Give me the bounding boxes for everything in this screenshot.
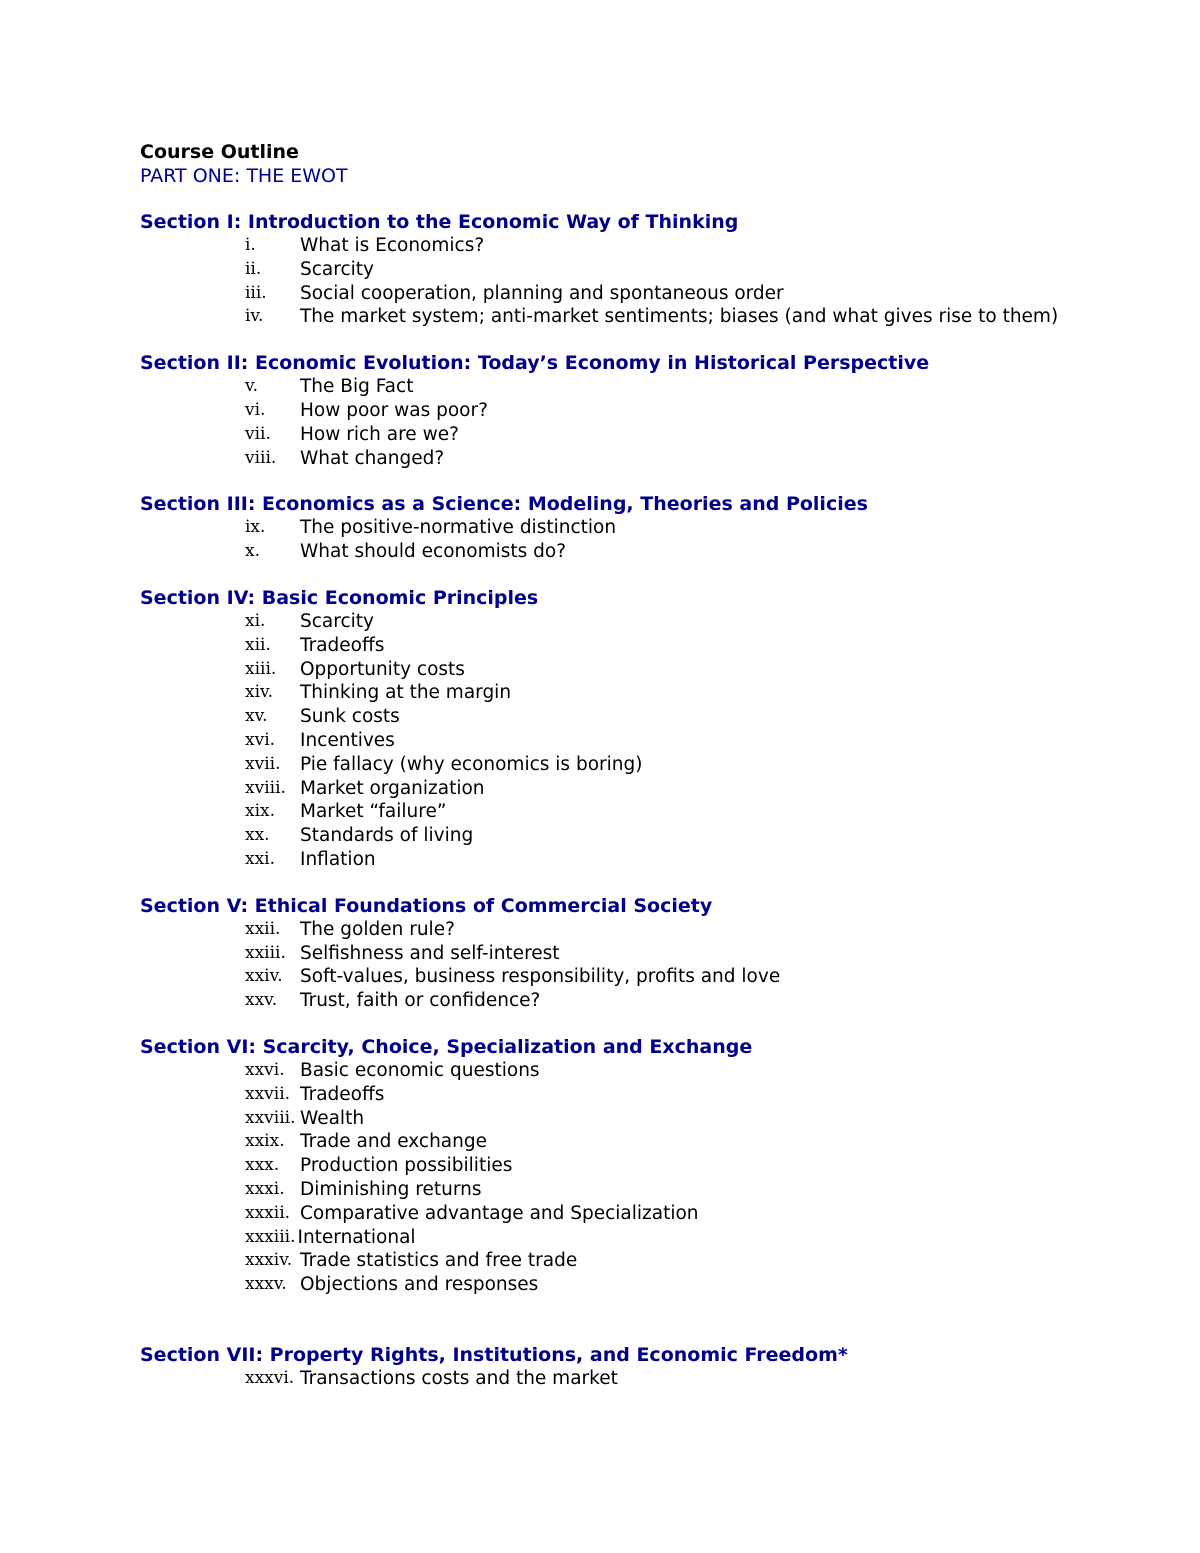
item-number: xviii. [245, 777, 286, 798]
item-text: Diminishing returns [300, 1178, 482, 1200]
item-text: Basic economic questions [300, 1059, 540, 1081]
item-text: Tradeoffs [300, 1083, 385, 1105]
item-text: Market organization [300, 777, 485, 799]
section-heading: Section V: Ethical Foundations of Commercial Society [140, 894, 713, 917]
list-item [140, 1107, 1100, 1131]
item-text: Standards of living [300, 825, 474, 847]
item-number: v. [245, 376, 258, 397]
item-number: xxvii. [245, 1083, 291, 1104]
list-item [140, 399, 1100, 423]
section-heading: Section VI: Scarcity, Choice, Specialization and Exchange [140, 1035, 753, 1058]
section-4 [140, 586, 1100, 872]
item-number: xxi. [245, 848, 276, 869]
document-title: Course Outline [140, 141, 299, 163]
list-item [140, 634, 1100, 658]
item-number: xii. [245, 634, 271, 655]
item-text: Incentives [300, 729, 395, 751]
list-item [140, 1154, 1100, 1178]
list-item [140, 447, 1100, 471]
list-item [140, 918, 1100, 942]
list-item [140, 1273, 1100, 1297]
item-text: Opportunity costs [300, 658, 465, 680]
item-text: Wealth [300, 1107, 365, 1129]
item-text: Trade and exchange [300, 1131, 487, 1153]
list-item [140, 1083, 1100, 1107]
item-number: x. [245, 541, 260, 562]
item-text: Market “failure” [300, 801, 447, 823]
item-number: xi. [245, 610, 266, 631]
list-item [140, 540, 1100, 564]
item-text: The Big Fact [300, 376, 414, 398]
list-item [140, 516, 1100, 540]
item-text: Objections and responses [300, 1274, 539, 1296]
section-3 [140, 492, 1100, 564]
item-number: xvii. [245, 753, 281, 774]
item-number: xxx. [245, 1155, 280, 1176]
list-item [140, 729, 1100, 753]
item-text: Soft-values, business responsibility, profits and love [300, 966, 781, 988]
list-item [140, 942, 1100, 966]
item-text: Selfishness and self-interest [300, 942, 560, 964]
list-item [140, 1178, 1100, 1202]
item-number: xxii. [245, 918, 281, 939]
list-item [140, 1249, 1100, 1273]
section-heading: Section III: Economics as a Science: Modeling, Theories and Policies [140, 493, 868, 516]
item-text: Scarcity [300, 258, 374, 280]
item-text: Trade statistics and free trade [300, 1250, 578, 1272]
list-item [140, 282, 1100, 306]
item-number: xiv. [245, 682, 274, 703]
item-text: Transactions costs and the market [300, 1367, 618, 1389]
list-item [140, 1059, 1100, 1083]
item-number: xxxi. [245, 1178, 285, 1199]
item-text: Sunk costs [300, 706, 400, 728]
item-number: ii. [245, 258, 262, 279]
item-number: vii. [245, 423, 271, 444]
item-text: Production possibilities [300, 1155, 513, 1177]
item-number: xxv. [245, 990, 278, 1011]
item-number: xix. [245, 801, 276, 822]
item-text: What is Economics? [300, 235, 485, 256]
item-text: What should economists do? [300, 541, 567, 563]
item-text: The positive-normative distinction [300, 517, 617, 539]
item-text: Scarcity [300, 610, 374, 632]
item-text: Social cooperation, planning and spontaneous order [300, 282, 784, 304]
item-number: xxiv. [245, 966, 283, 987]
list-item [140, 800, 1100, 824]
item-number: xvi. [245, 729, 276, 750]
list-item [140, 965, 1100, 989]
list-item [140, 1226, 1100, 1250]
list-item [140, 1130, 1100, 1154]
section-heading: Section IV: Basic Economic Principles [140, 586, 539, 609]
item-text: How rich are we? [300, 423, 459, 445]
section-2 [140, 351, 1100, 470]
item-text: The market system; anti-market sentiments; biases (and what gives rise to them) [300, 306, 1059, 328]
item-text: Tradeoffs [300, 634, 385, 656]
list-item [140, 375, 1100, 399]
item-number: i. [245, 235, 256, 255]
list-item [140, 681, 1100, 705]
list-item [140, 258, 1100, 282]
document-page [140, 140, 1100, 1391]
item-number: xxiii. [245, 942, 286, 963]
section-heading: Section VII: Property Rights, Institutions, and Economic Freedom* [140, 1343, 848, 1366]
list-item [140, 1202, 1100, 1226]
list-item [140, 1367, 1100, 1391]
part-title: PART ONE: THE EWOT [140, 165, 348, 187]
item-number: xxxii. [245, 1202, 291, 1223]
list-item [140, 423, 1100, 447]
item-number: xx. [245, 825, 270, 846]
item-number: xxxiv. [245, 1250, 293, 1271]
item-text: Pie fallacy (why economics is boring) [300, 753, 643, 775]
item-number: xxxiii. [245, 1226, 296, 1247]
item-number: xxxv. [245, 1274, 287, 1295]
list-item [140, 305, 1100, 329]
item-number: xv. [245, 706, 268, 727]
item-number: xxxvi. [245, 1367, 295, 1388]
item-number: ix. [245, 517, 266, 538]
list-item [140, 658, 1100, 682]
item-text: The golden rule? [300, 918, 455, 940]
section-7 [140, 1343, 1100, 1391]
item-text: How poor was poor? [300, 399, 488, 421]
item-number: vi. [245, 399, 266, 420]
list-item [140, 234, 1100, 258]
item-number: xxviii. [245, 1107, 296, 1128]
list-item [140, 848, 1100, 872]
list-item [140, 824, 1100, 848]
item-number: xxvi. [245, 1059, 285, 1080]
item-text: Inflation [300, 848, 376, 870]
list-item [140, 753, 1100, 777]
item-text: Comparative advantage and Specialization [300, 1202, 699, 1224]
item-number: xiii. [245, 658, 277, 679]
section-6 [140, 1035, 1100, 1297]
item-number: iii. [245, 282, 267, 303]
section-1 [140, 210, 1100, 329]
section-heading: Section I: Introduction to the Economic Way of Thinking [140, 211, 739, 233]
item-text: Thinking at the margin [300, 682, 512, 704]
item-text: What changed? [300, 447, 445, 469]
section-heading: Section II: Economic Evolution: Today’s Economy in Historical Perspective [140, 352, 930, 375]
list-item [140, 777, 1100, 801]
item-text: Trust, faith or confidence? [300, 990, 541, 1012]
item-number: viii. [245, 447, 277, 468]
item-number: xxix. [245, 1131, 285, 1152]
item-number: iv. [245, 306, 264, 327]
section-5 [140, 894, 1100, 1013]
item-text: International [297, 1226, 416, 1248]
list-item [140, 705, 1100, 729]
list-item [140, 989, 1100, 1013]
list-item [140, 610, 1100, 634]
